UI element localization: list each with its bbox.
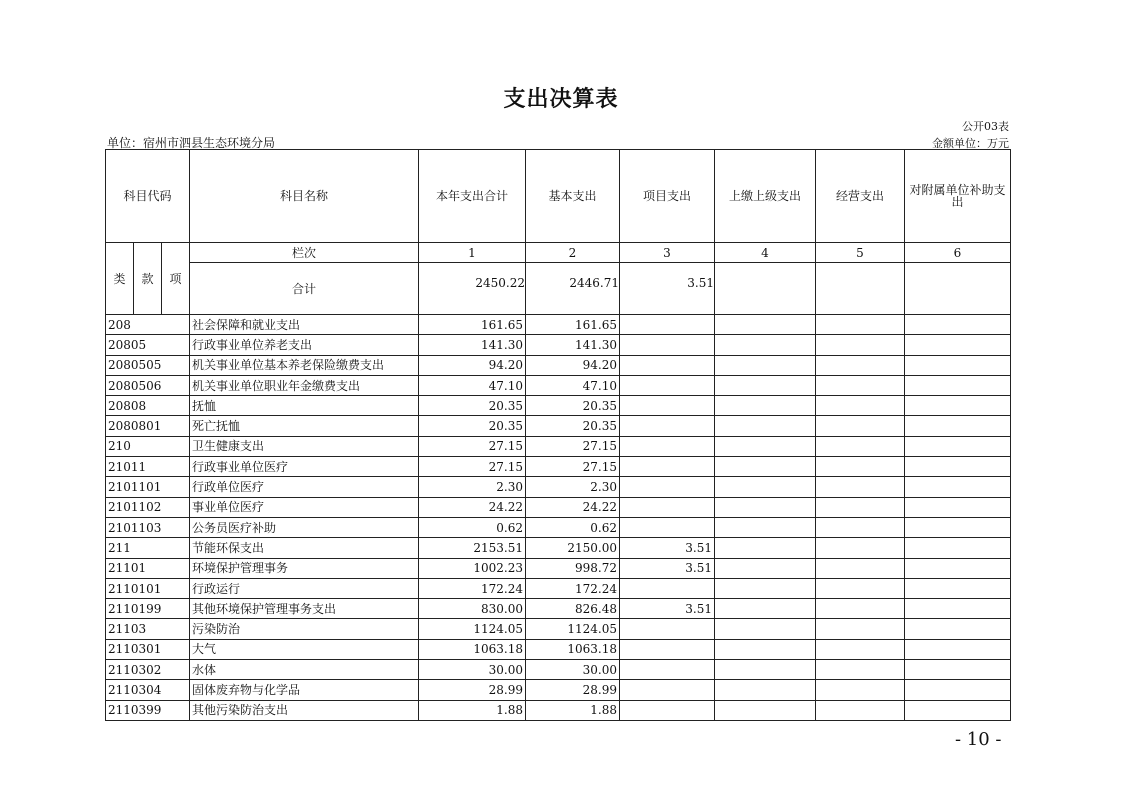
row-name: 固体废弃物与化学品 xyxy=(190,680,419,700)
row-code: 2101102 xyxy=(106,497,190,517)
row-upper xyxy=(715,335,816,355)
row-upper xyxy=(715,680,816,700)
row-name: 环境保护管理事务 xyxy=(190,558,419,578)
col-index-1: 1 xyxy=(419,243,526,263)
row-total: 47.10 xyxy=(419,375,526,395)
table-row xyxy=(106,680,1011,700)
row-project xyxy=(620,396,715,416)
row-code: 2110101 xyxy=(106,578,190,598)
row-project: 3.51 xyxy=(620,599,715,619)
row-total: 1124.05 xyxy=(419,619,526,639)
row-total: 1063.18 xyxy=(419,639,526,659)
col-index-4: 4 xyxy=(715,243,816,263)
row-subsidy xyxy=(905,375,1011,395)
row-name: 卫生健康支出 xyxy=(190,436,419,456)
table-row xyxy=(106,578,1011,598)
row-business xyxy=(816,477,905,497)
table-row xyxy=(106,538,1011,558)
row-total: 161.65 xyxy=(419,315,526,335)
header-subsidy: 对附属单位补助支出 xyxy=(905,150,1011,243)
row-project xyxy=(620,355,715,375)
header-row xyxy=(106,150,1011,243)
row-subsidy xyxy=(905,436,1011,456)
row-name: 行政事业单位医疗 xyxy=(190,457,419,477)
row-name: 其他环境保护管理事务支出 xyxy=(190,599,419,619)
row-business xyxy=(816,558,905,578)
row-business xyxy=(816,619,905,639)
col-index-2: 2 xyxy=(526,243,620,263)
row-name: 污染防治 xyxy=(190,619,419,639)
row-code: 208 xyxy=(106,315,190,335)
row-subsidy xyxy=(905,700,1011,720)
row-business xyxy=(816,497,905,517)
row-subsidy xyxy=(905,335,1011,355)
row-basic: 161.65 xyxy=(526,315,620,335)
column-index-row xyxy=(106,243,1011,263)
row-name: 节能环保支出 xyxy=(190,538,419,558)
row-basic: 1.88 xyxy=(526,700,620,720)
row-basic: 94.20 xyxy=(526,355,620,375)
header-xiang: 项 xyxy=(162,243,190,315)
header-lei: 类 xyxy=(106,243,134,315)
row-code: 20808 xyxy=(106,396,190,416)
row-basic: 0.62 xyxy=(526,517,620,537)
row-subsidy xyxy=(905,538,1011,558)
row-subsidy xyxy=(905,517,1011,537)
row-total: 28.99 xyxy=(419,680,526,700)
row-upper xyxy=(715,497,816,517)
row-upper xyxy=(715,436,816,456)
row-business xyxy=(816,315,905,335)
row-business xyxy=(816,680,905,700)
row-project xyxy=(620,639,715,659)
row-code: 2101103 xyxy=(106,517,190,537)
row-upper xyxy=(715,477,816,497)
row-project xyxy=(620,315,715,335)
row-basic: 998.72 xyxy=(526,558,620,578)
row-name: 社会保障和就业支出 xyxy=(190,315,419,335)
row-total: 24.22 xyxy=(419,497,526,517)
col-index-3: 3 xyxy=(620,243,715,263)
table-row xyxy=(106,335,1011,355)
row-business xyxy=(816,396,905,416)
row-total: 2.30 xyxy=(419,477,526,497)
total-label: 合计 xyxy=(190,263,419,315)
row-project xyxy=(620,680,715,700)
row-project xyxy=(620,457,715,477)
row-upper xyxy=(715,639,816,659)
row-basic: 30.00 xyxy=(526,660,620,680)
row-business xyxy=(816,457,905,477)
row-project xyxy=(620,619,715,639)
row-code: 2110301 xyxy=(106,639,190,659)
row-basic: 1124.05 xyxy=(526,619,620,639)
row-upper xyxy=(715,660,816,680)
table-row xyxy=(106,619,1011,639)
row-basic: 28.99 xyxy=(526,680,620,700)
row-upper xyxy=(715,517,816,537)
row-total: 20.35 xyxy=(419,396,526,416)
row-upper xyxy=(715,315,816,335)
row-basic: 24.22 xyxy=(526,497,620,517)
row-total: 1.88 xyxy=(419,700,526,720)
row-basic: 826.48 xyxy=(526,599,620,619)
row-upper xyxy=(715,700,816,720)
row-name: 事业单位医疗 xyxy=(190,497,419,517)
table-row xyxy=(106,396,1011,416)
row-code: 2080801 xyxy=(106,416,190,436)
row-name: 其他污染防治支出 xyxy=(190,700,419,720)
row-basic: 1063.18 xyxy=(526,639,620,659)
row-business xyxy=(816,416,905,436)
row-project xyxy=(620,436,715,456)
row-project xyxy=(620,700,715,720)
header-code: 科目代码 xyxy=(106,150,190,243)
row-upper xyxy=(715,578,816,598)
table-row xyxy=(106,477,1011,497)
row-basic: 20.35 xyxy=(526,416,620,436)
col-index-5: 5 xyxy=(816,243,905,263)
row-subsidy xyxy=(905,396,1011,416)
row-name: 机关事业单位基本养老保险缴费支出 xyxy=(190,355,419,375)
row-subsidy xyxy=(905,558,1011,578)
form-number: 公开03表 xyxy=(962,120,1009,133)
row-subsidy xyxy=(905,619,1011,639)
row-total: 2153.51 xyxy=(419,538,526,558)
table-row xyxy=(106,558,1011,578)
row-project xyxy=(620,660,715,680)
row-business xyxy=(816,355,905,375)
header-upper: 上缴上级支出 xyxy=(715,150,816,243)
table-row xyxy=(106,457,1011,477)
row-code: 2080506 xyxy=(106,375,190,395)
row-total: 830.00 xyxy=(419,599,526,619)
row-business xyxy=(816,517,905,537)
reporting-unit: 单位：宿州市泗县生态环境分局 xyxy=(107,136,276,150)
row-upper xyxy=(715,457,816,477)
row-code: 2101101 xyxy=(106,477,190,497)
table-body xyxy=(106,150,1011,721)
table-row xyxy=(106,436,1011,456)
row-subsidy xyxy=(905,457,1011,477)
header-total: 本年支出合计 xyxy=(419,150,526,243)
row-subsidy xyxy=(905,477,1011,497)
row-project xyxy=(620,375,715,395)
row-code: 21101 xyxy=(106,558,190,578)
row-subsidy xyxy=(905,599,1011,619)
row-upper xyxy=(715,396,816,416)
header-project: 项目支出 xyxy=(620,150,715,243)
row-basic: 20.35 xyxy=(526,396,620,416)
row-basic: 47.10 xyxy=(526,375,620,395)
row-basic: 2150.00 xyxy=(526,538,620,558)
page-title: 支出决算表 xyxy=(503,86,619,112)
row-code: 2110304 xyxy=(106,680,190,700)
header-lanci: 栏次 xyxy=(190,243,419,263)
table-row xyxy=(106,315,1011,335)
header-kuan: 款 xyxy=(134,243,162,315)
row-project xyxy=(620,416,715,436)
row-upper xyxy=(715,558,816,578)
total-cell-project: 3.51 xyxy=(620,263,715,315)
row-total: 30.00 xyxy=(419,660,526,680)
expenditure-table xyxy=(105,149,1011,721)
row-subsidy xyxy=(905,680,1011,700)
row-subsidy xyxy=(905,315,1011,335)
row-business xyxy=(816,335,905,355)
row-project: 3.51 xyxy=(620,538,715,558)
total-cell-business xyxy=(816,263,905,315)
header-business: 经营支出 xyxy=(816,150,905,243)
row-upper xyxy=(715,355,816,375)
row-code: 2110302 xyxy=(106,660,190,680)
row-upper xyxy=(715,375,816,395)
table-row xyxy=(106,497,1011,517)
total-row xyxy=(106,263,1011,315)
table-row xyxy=(106,700,1011,720)
row-code: 210 xyxy=(106,436,190,456)
total-cell-subsidy xyxy=(905,263,1011,315)
row-business xyxy=(816,660,905,680)
row-name: 大气 xyxy=(190,639,419,659)
row-business xyxy=(816,639,905,659)
row-code: 2110399 xyxy=(106,700,190,720)
row-name: 抚恤 xyxy=(190,396,419,416)
row-project xyxy=(620,578,715,598)
page-number: - 10 - xyxy=(955,729,1002,750)
row-project xyxy=(620,497,715,517)
col-index-6: 6 xyxy=(905,243,1011,263)
row-subsidy xyxy=(905,660,1011,680)
row-name: 行政单位医疗 xyxy=(190,477,419,497)
row-name: 行政运行 xyxy=(190,578,419,598)
row-project xyxy=(620,517,715,537)
row-total: 1002.23 xyxy=(419,558,526,578)
row-subsidy xyxy=(905,416,1011,436)
row-name: 死亡抚恤 xyxy=(190,416,419,436)
row-total: 27.15 xyxy=(419,436,526,456)
row-name: 机关事业单位职业年金缴费支出 xyxy=(190,375,419,395)
row-subsidy xyxy=(905,355,1011,375)
row-basic: 2.30 xyxy=(526,477,620,497)
row-project xyxy=(620,477,715,497)
table-row xyxy=(106,599,1011,619)
row-name: 行政事业单位养老支出 xyxy=(190,335,419,355)
table-row xyxy=(106,517,1011,537)
row-upper xyxy=(715,538,816,558)
row-subsidy xyxy=(905,639,1011,659)
row-code: 20805 xyxy=(106,335,190,355)
table-row xyxy=(106,639,1011,659)
row-upper xyxy=(715,599,816,619)
row-business xyxy=(816,578,905,598)
row-basic: 27.15 xyxy=(526,436,620,456)
row-code: 211 xyxy=(106,538,190,558)
total-cell-total: 2450.22 xyxy=(419,263,526,315)
table-row xyxy=(106,375,1011,395)
row-basic: 172.24 xyxy=(526,578,620,598)
row-total: 141.30 xyxy=(419,335,526,355)
total-cell-basic: 2446.71 xyxy=(526,263,620,315)
row-basic: 141.30 xyxy=(526,335,620,355)
row-business xyxy=(816,599,905,619)
row-business xyxy=(816,375,905,395)
row-project xyxy=(620,335,715,355)
row-code: 2110199 xyxy=(106,599,190,619)
row-business xyxy=(816,700,905,720)
table-row xyxy=(106,416,1011,436)
row-business xyxy=(816,538,905,558)
row-total: 27.15 xyxy=(419,457,526,477)
row-total: 0.62 xyxy=(419,517,526,537)
row-upper xyxy=(715,619,816,639)
row-upper xyxy=(715,416,816,436)
row-code: 2080505 xyxy=(106,355,190,375)
row-subsidy xyxy=(905,578,1011,598)
row-code: 21103 xyxy=(106,619,190,639)
header-name: 科目名称 xyxy=(190,150,419,243)
row-basic: 27.15 xyxy=(526,457,620,477)
table-row xyxy=(106,355,1011,375)
table-row xyxy=(106,660,1011,680)
row-subsidy xyxy=(905,497,1011,517)
row-total: 94.20 xyxy=(419,355,526,375)
row-code: 21011 xyxy=(106,457,190,477)
total-cell-upper xyxy=(715,263,816,315)
row-project: 3.51 xyxy=(620,558,715,578)
row-name: 水体 xyxy=(190,660,419,680)
row-business xyxy=(816,436,905,456)
row-total: 172.24 xyxy=(419,578,526,598)
row-name: 公务员医疗补助 xyxy=(190,517,419,537)
amount-unit: 金额单位：万元 xyxy=(932,137,1009,150)
header-basic: 基本支出 xyxy=(526,150,620,243)
row-total: 20.35 xyxy=(419,416,526,436)
